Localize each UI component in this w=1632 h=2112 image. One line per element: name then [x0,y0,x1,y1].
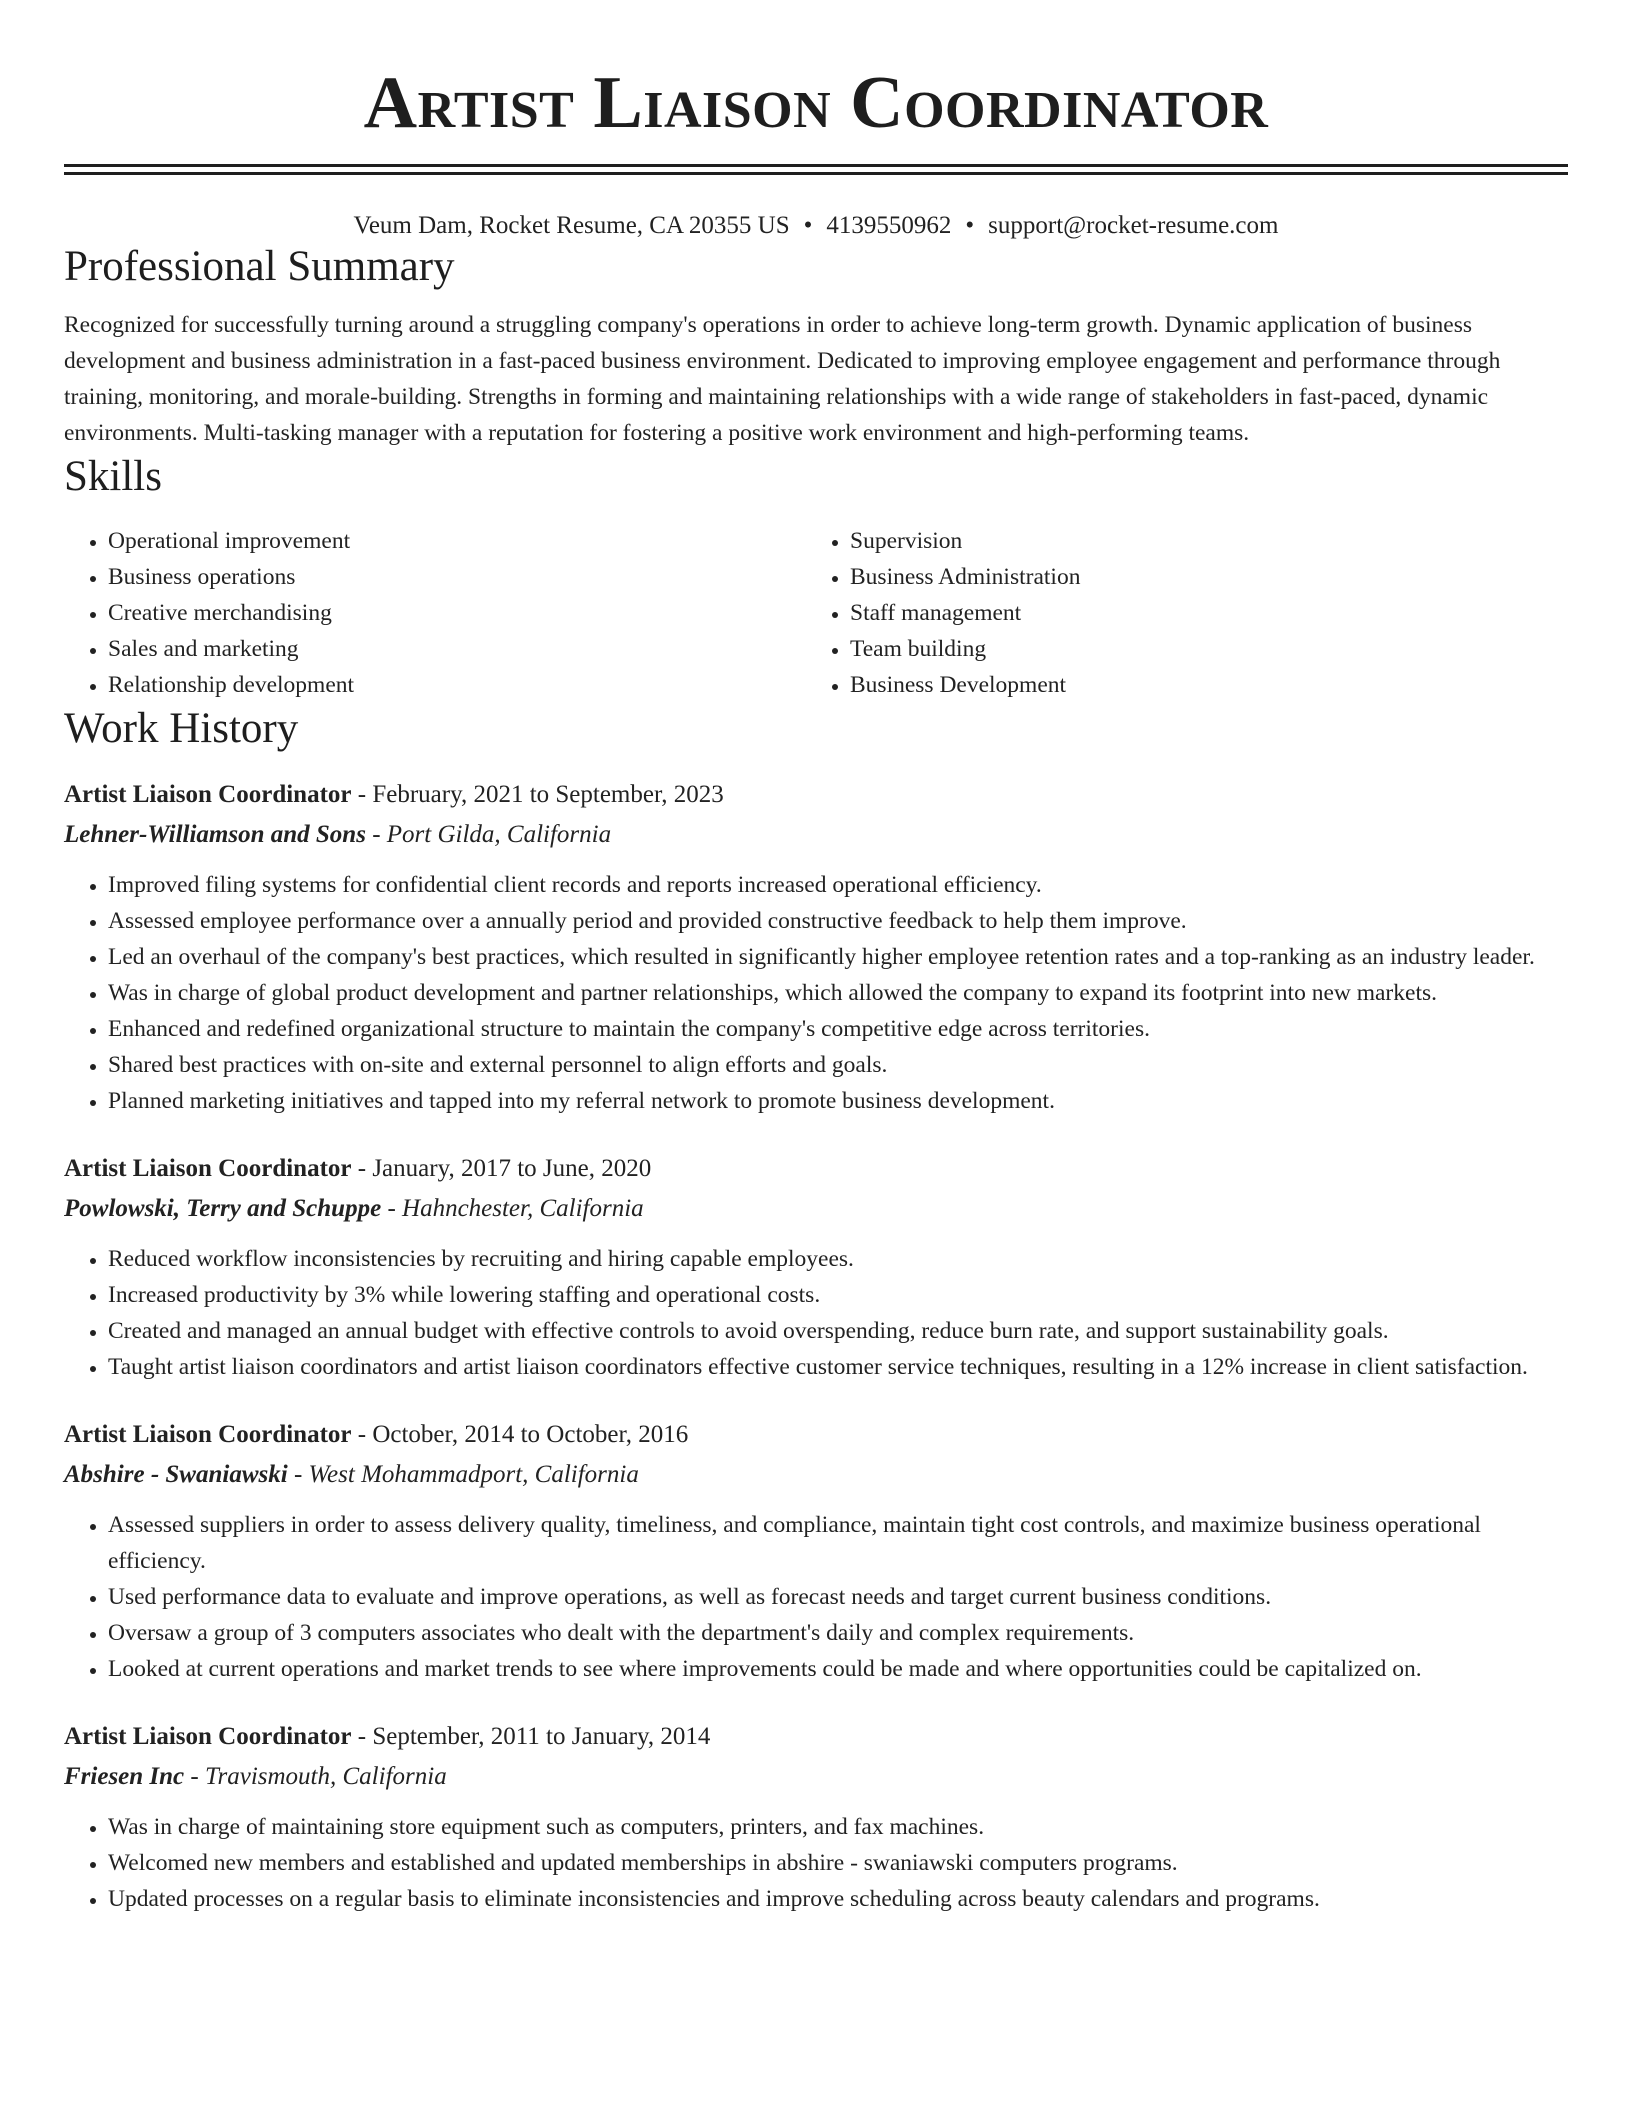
skills-list [64,523,1568,703]
job-company-line [64,1189,1568,1229]
job-bullet: • Shared best practices with on-site and external personnel to align efforts and goals. [108,1047,1568,1083]
job-bullet: • Led an overhaul of the company's best practices, which resulted in significantly higher employee retention rates and a top-ranking as an industry leader. [108,939,1568,975]
contact-email: support@rocket-resume.com [988,212,1279,239]
skill-item: • Business Administration [850,559,1548,595]
skills-heading: Skills [64,453,162,500]
job-bullet: • Looked at current operations and market trends to see where improvements could be made and where opportunities could be capitalized on. [108,1651,1568,1687]
contact-phone: 4139550962 [826,212,952,239]
job-bullet: • Oversaw a group of 3 computers associates who dealt with the department's daily and complex requirements. [108,1615,1568,1651]
job-bullet: • Reduced workflow inconsistencies by recruiting and hiring capable employees. [108,1241,1568,1277]
job-location: - Port Gilda, California [365,821,612,848]
job-location: - Travismouth, California [184,1763,447,1790]
job-role: Artist Liaison Coordinator [64,1723,352,1750]
job-entry [64,1149,1568,1385]
skill-item: • Creative merchandising [108,595,806,631]
skill-item: • Team building [850,631,1548,667]
job-dates: - February, 2021 to September, 2023 [351,781,724,808]
job-bullets [64,1241,1568,1385]
skill-item: • Business operations [108,559,806,595]
job-bullets [64,1809,1568,1917]
contact-line [64,211,1568,241]
job-title-line [64,1149,1568,1189]
job-entry [64,775,1568,1119]
contact-address: Veum Dam, Rocket Resume, CA 20355 US [353,212,790,239]
job-entry [64,1717,1568,1917]
skill-item: • Supervision [850,523,1548,559]
job-bullet: • Planned marketing initiatives and tapped into my referral network to promote business development. [108,1083,1568,1119]
job-company: Powlowski, Terry and Schuppe [64,1195,382,1222]
resume-title: Artist Liaison Coordinator [363,62,1269,144]
job-title-line [64,1415,1568,1455]
title-divider [64,164,1568,167]
job-dates: - October, 2014 to October, 2016 [351,1421,689,1448]
job-title-line [64,1717,1568,1757]
job-dates: - January, 2017 to June, 2020 [351,1155,652,1182]
job-location: - West Mohammadport, California [287,1461,639,1488]
job-bullet: • Was in charge of maintaining store equipment such as computers, printers, and fax machines. [108,1809,1568,1845]
skill-item: • Operational improvement [108,523,806,559]
skill-item: • Staff management [850,595,1548,631]
summary-heading: Professional Summary [64,243,455,290]
job-company: Friesen Inc [64,1763,185,1790]
job-dates: - September, 2011 to January, 2014 [351,1723,711,1750]
job-bullet: • Improved filing systems for confidential client records and reports increased operational efficiency. [108,867,1568,903]
job-role: Artist Liaison Coordinator [64,1421,352,1448]
contact-separator: • [965,212,975,239]
job-title-line [64,775,1568,815]
job-role: Artist Liaison Coordinator [64,1155,352,1182]
job-bullets [64,1507,1568,1687]
job-bullet: • Created and managed an annual budget with effective controls to avoid overspending, reduce burn rate, and support sustainability goals. [108,1313,1568,1349]
job-company-line [64,815,1568,855]
job-company-line [64,1757,1568,1797]
job-bullet: • Was in charge of global product development and partner relationships, which allowed the company to expand its footprint into new markets. [108,975,1568,1011]
job-bullet: • Taught artist liaison coordinators and artist liaison coordinators effective customer service techniques, resulting in a 12% increase in client satisfaction. [108,1349,1568,1385]
contact-separator: • [803,212,813,239]
job-bullet: • Assessed suppliers in order to assess delivery quality, timeliness, and compliance, maintain tight cost controls, and maximize business operational efficiency. [108,1507,1568,1579]
skill-item: • Business Development [850,667,1548,703]
job-bullet: • Enhanced and redefined organizational structure to maintain the company's competitive edge across territories. [108,1011,1568,1047]
job-location: - Hahnchester, California [381,1195,644,1222]
work-history-heading: Work History [64,705,299,752]
job-bullet: • Used performance data to evaluate and improve operations, as well as forecast needs and target current business conditions. [108,1579,1568,1615]
skills-column-left [64,523,806,703]
job-role: Artist Liaison Coordinator [64,781,352,808]
title-divider-second [64,172,1568,175]
skill-item: • Sales and marketing [108,631,806,667]
job-bullets [64,867,1568,1119]
skill-item: • Relationship development [108,667,806,703]
job-company-line [64,1455,1568,1495]
job-company: Lehner-Williamson and Sons [64,821,366,848]
job-bullet: • Increased productivity by 3% while lowering staffing and operational costs. [108,1277,1568,1313]
job-company: Abshire - Swaniawski [64,1461,288,1488]
resume-content [64,0,1568,1917]
job-entry [64,1415,1568,1687]
job-bullet: • Assessed employee performance over a annually period and provided constructive feedback to help them improve. [108,903,1568,939]
job-bullet: • Welcomed new members and established and updated memberships in abshire - swaniawski computers programs. [108,1845,1568,1881]
skills-column-right [806,523,1548,703]
job-bullet: • Updated processes on a regular basis to eliminate inconsistencies and improve scheduling across beauty calendars and programs. [108,1881,1568,1917]
summary-text: Recognized for successfully turning around a struggling company's operations in order to achieve long-term growth. Dynamic application of business development and business administration in a fast-paced business environment. Dedicated to improving employee engagement and performance through training, monitoring, and morale-building. Strengths in forming and maintaining relationships with a wide range of stakeholders in fast-paced, dynamic environments. Multi-tasking manager with a reputation for fostering a positive work environment and high-performing teams. [64,312,1501,446]
